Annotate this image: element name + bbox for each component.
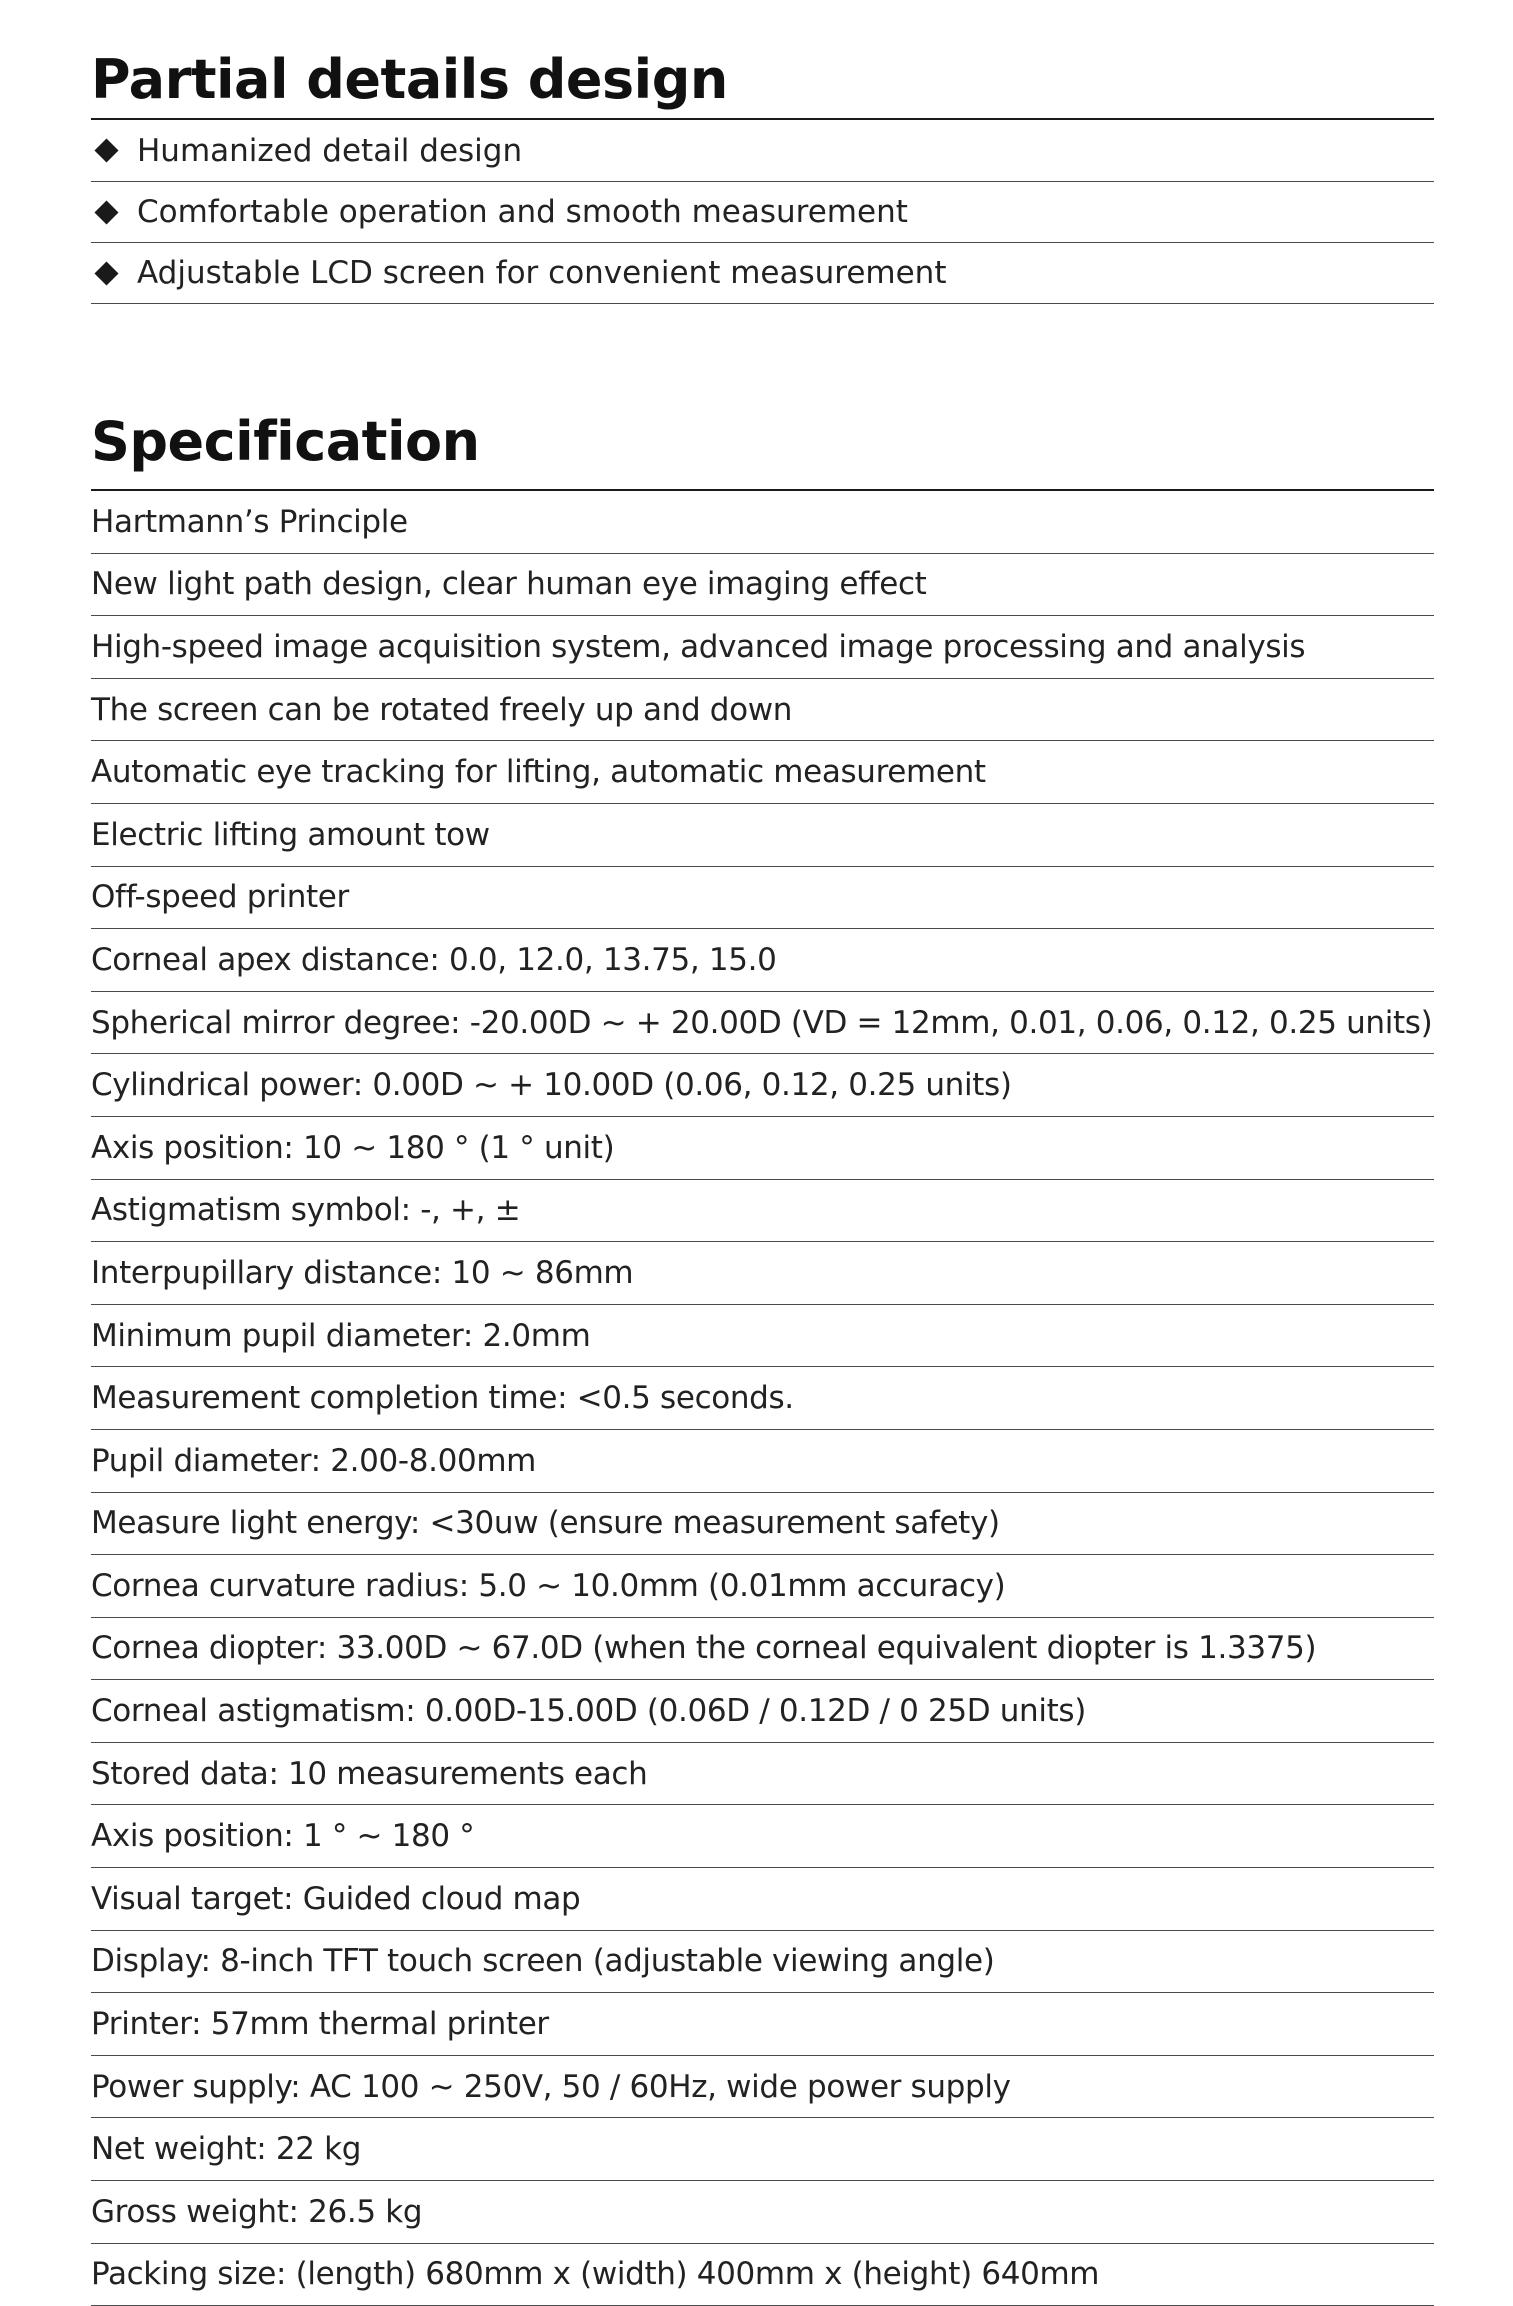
specification-title: Specification (91, 360, 1434, 491)
spec-item: Astigmatism symbol: -, +, ± (91, 1180, 1434, 1243)
spec-item: Axis position: 10 ~ 180 ° (1 ° unit) (91, 1117, 1434, 1180)
spec-item: Visual target: Guided cloud map (91, 1868, 1434, 1931)
spec-item: Measurement completion time: <0.5 seconds. (91, 1367, 1434, 1430)
spec-item: Automatic eye tracking for lifting, automatic measurement (91, 741, 1434, 804)
feature-item-text: Humanized detail design (137, 132, 523, 169)
spec-item: Measure light energy: <30uw (ensure measurement safety) (91, 1493, 1434, 1556)
spec-item: Off-speed printer (91, 867, 1434, 930)
spec-item: Corneal apex distance: 0.0, 12.0, 13.75, 15.0 (91, 929, 1434, 992)
diamond-bullet-icon (94, 261, 118, 285)
spec-item: The screen can be rotated freely up and down (91, 679, 1434, 742)
diamond-bullet-icon (94, 200, 118, 224)
spec-item: Printer: 57mm thermal printer (91, 1993, 1434, 2056)
partial-details-list (91, 120, 1434, 304)
specification-list (91, 491, 1434, 2306)
spec-item: Cornea curvature radius: 5.0 ~ 10.0mm (0.01mm accuracy) (91, 1555, 1434, 1618)
spec-item: Display: 8-inch TFT touch screen (adjustable viewing angle) (91, 1931, 1434, 1994)
spec-item: Stored data: 10 measurements each (91, 1743, 1434, 1806)
spec-item: Pupil diameter: 2.00-8.00mm (91, 1430, 1434, 1493)
spec-item: New light path design, clear human eye imaging effect (91, 554, 1434, 617)
product-detail-page (91, 0, 1434, 2306)
feature-item-text: Adjustable LCD screen for convenient measurement (137, 255, 947, 291)
feature-item-text: Comfortable operation and smooth measurement (137, 194, 908, 230)
feature-item (91, 120, 1434, 182)
spec-item: Gross weight: 26.5 kg (91, 2181, 1434, 2244)
spec-item: Corneal astigmatism: 0.00D-15.00D (0.06D / 0.12D / 0 25D units) (91, 1680, 1434, 1743)
feature-item (91, 243, 1434, 304)
spec-item: Electric lifting amount tow (91, 804, 1434, 867)
spec-item: High-speed image acquisition system, advanced image processing and analysis (91, 616, 1434, 679)
spec-item: Minimum pupil diameter: 2.0mm (91, 1305, 1434, 1368)
spec-item: Packing size: (length) 680mm x (width) 400mm x (height) 640mm (91, 2244, 1434, 2306)
spec-item: Hartmann’s Principle (91, 491, 1434, 554)
spec-item: Interpupillary distance: 10 ~ 86mm (91, 1242, 1434, 1305)
partial-details-title: Partial details design (91, 0, 1434, 120)
spec-item: Spherical mirror degree: -20.00D ~ + 20.00D (VD = 12mm, 0.01, 0.06, 0.12, 0.25 units) (91, 992, 1434, 1055)
spec-item: Axis position: 1 ° ~ 180 ° (91, 1805, 1434, 1868)
spec-item: Cornea diopter: 33.00D ~ 67.0D (when the corneal equivalent diopter is 1.3375) (91, 1618, 1434, 1681)
spec-item: Net weight: 22 kg (91, 2118, 1434, 2181)
spec-item: Power supply: AC 100 ~ 250V, 50 / 60Hz, wide power supply (91, 2056, 1434, 2119)
diamond-bullet-icon (94, 138, 118, 162)
feature-item (91, 182, 1434, 243)
spec-item: Cylindrical power: 0.00D ~ + 10.00D (0.06, 0.12, 0.25 units) (91, 1054, 1434, 1117)
